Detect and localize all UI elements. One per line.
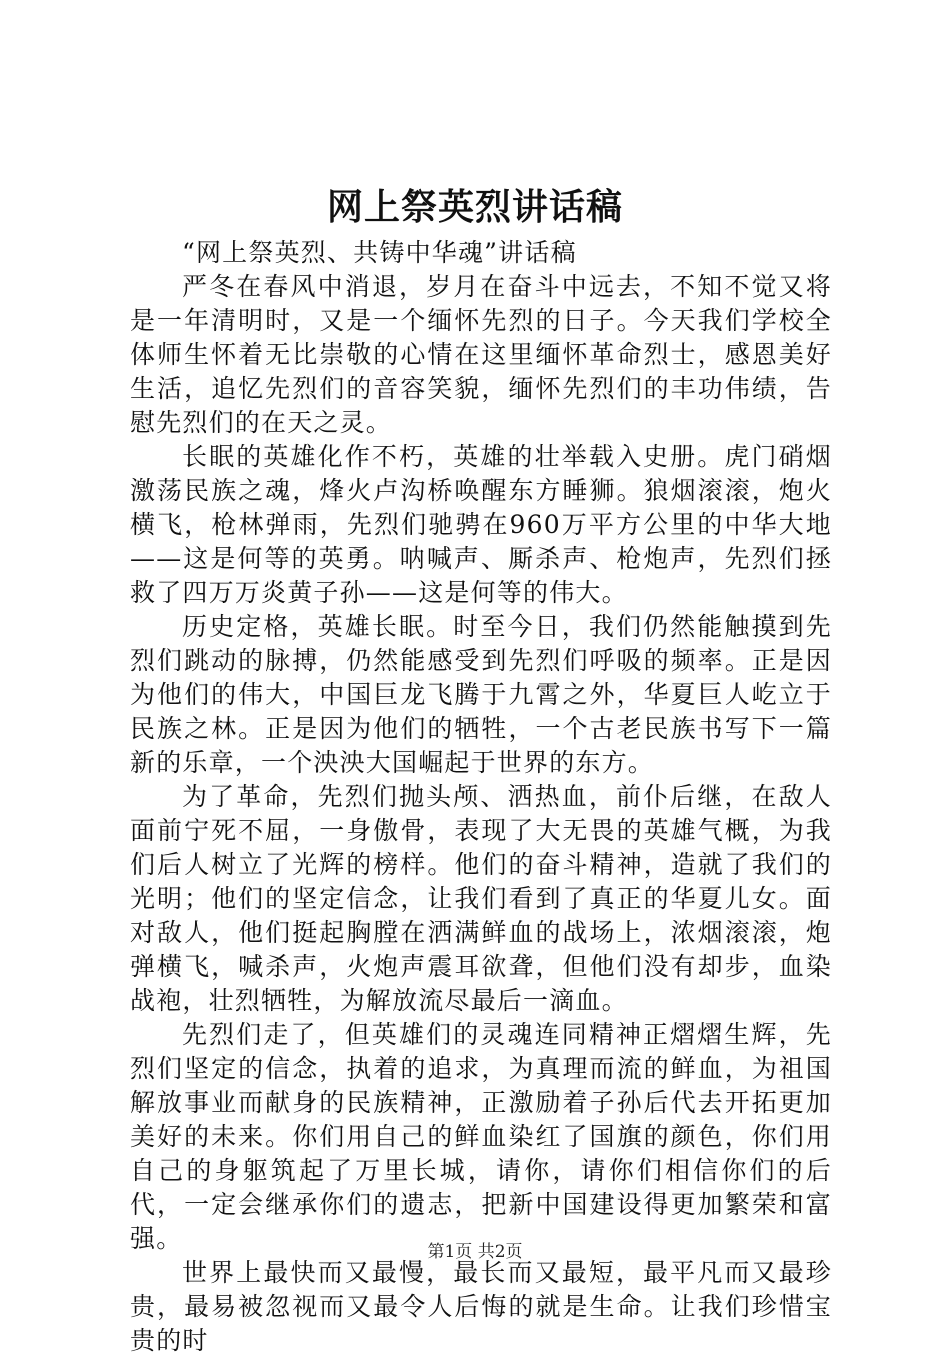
paragraph: 为了革命，先烈们抛头颅、洒热血，前仆后继，在敌人面前宁死不屈，一身傲骨，表现了大无畏的英雄气概，为我们后人树立了光辉的榜样。他们的奋斗精神，造就了我们的光明；他们的坚定信念，让我们看到了真正的华夏儿女。面对敌人，他们挺起胸膛在洒满鲜血的战场上，浓烟滚滚，炮弹横飞，喊杀声，火炮声震耳欲聋，但他们没有却步，血染战袍，壮烈牺牲，为解放流尽最后一滴血。 <box>130 782 832 1015</box>
paragraph: 先烈们走了，但英雄们的灵魂连同精神正熠熠生辉，先烈们坚定的信念，执着的追求，为真理而流的鲜血，为祖国解放事业而献身的民族精神，正激励着子孙后代去开拓更加美好的未来。你们用自己的鲜血染红了国旗的颜色，你们用自己的身躯筑起了万里长城，请你，请你们相信你们的后代，一定会继承你们的遗志，把新中国建设得更加繁荣和富强。 <box>130 1020 832 1253</box>
paragraph: 严冬在春风中消退，岁月在奋斗中远去，不知不觉又将是一年清明时，又是一个缅怀先烈的日子。今天我们学校全体师生怀着无比崇敬的心情在这里缅怀革命烈士，感恩美好生活，追忆先烈们的音容笑貌，缅怀先烈们的丰功伟绩，告慰先烈们的在天之灵。 <box>130 272 832 437</box>
document-body <box>130 236 832 1358</box>
paragraph-subtitle: “网上祭英烈、共铸中华魂”讲话稿 <box>182 238 577 267</box>
document-title: 网上祭英烈讲话稿 <box>326 186 623 228</box>
page-footer: 第1页 共2页 <box>427 1242 523 1262</box>
paragraph: 世界上最快而又最慢，最长而又最短，最平凡而又最珍贵，最易被忽视而又最令人后悔的就是生命。让我们珍惜宝贵的时 <box>130 1258 832 1355</box>
paragraph: 历史定格，英雄长眠。时至今日，我们仍然能触摸到先烈们跳动的脉搏，仍然能感受到先烈们呼吸的频率。正是因为他们的伟大，中国巨龙飞腾于九霄之外，华夏巨人屹立于民族之林。正是因为他们的牺牲，一个古老民族书写下一篇新的乐章，一个泱泱大国崛起于世界的东方。 <box>130 612 832 777</box>
paragraph: 长眠的英雄化作不朽，英雄的壮举载入史册。虎门硝烟激荡民族之魂，烽火卢沟桥唤醒东方睡狮。狼烟滚滚，炮火横飞，枪林弹雨，先烈们驰骋在960万平方公里的中华大地——这是何等的英勇。呐喊声、厮杀声、枪炮声，先烈们拯救了四万万炎黄子孙——这是何等的伟大。 <box>130 442 832 607</box>
